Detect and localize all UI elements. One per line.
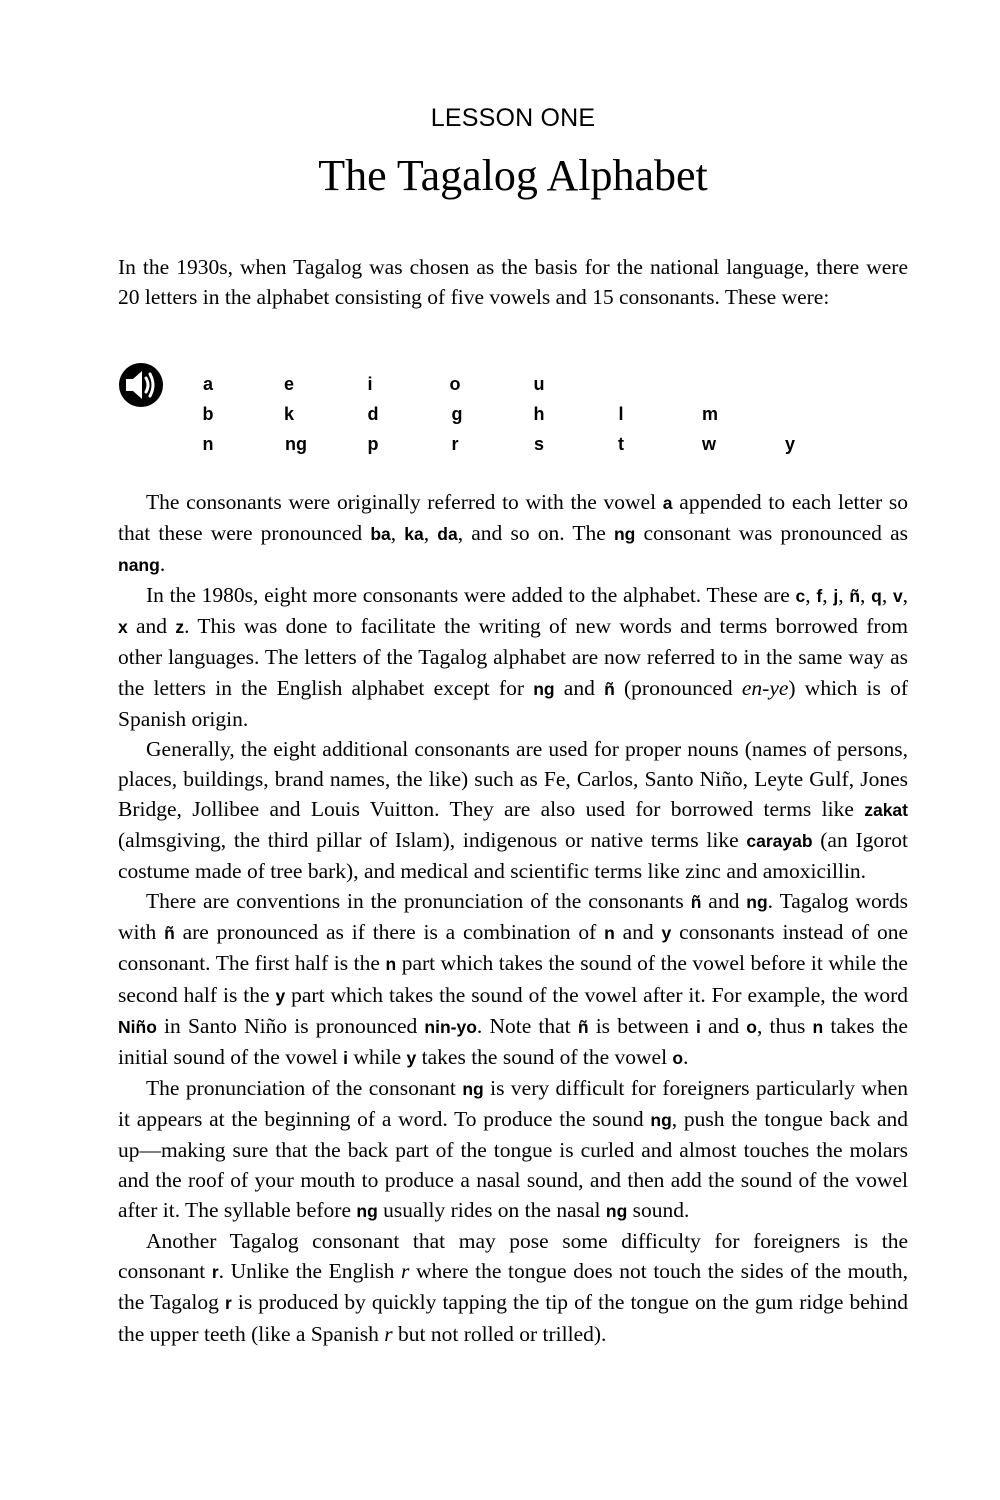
term: z xyxy=(175,617,185,638)
term: ka xyxy=(404,524,424,545)
term: Niño xyxy=(118,1016,157,1037)
term: ng xyxy=(605,1201,628,1222)
term: r xyxy=(211,1262,219,1283)
speaker-icon-graphic xyxy=(118,362,164,408)
term: ng xyxy=(356,1201,378,1222)
intro-paragraph: In the 1930s, when Tagalog was chosen as the basis for the national language, there were 20 letters in the alphabet consisting of five vowels and 15 consonants. These were: xyxy=(118,255,908,310)
body-paragraph: The consonants were originally referred to with the vowel a appended to each letter so that these were pronounced ba, ka, da, and so on. The ng consonant was pronounced as nang. xyxy=(118,490,909,577)
term: ng xyxy=(650,1109,672,1130)
term: ng xyxy=(462,1078,484,1099)
term: r xyxy=(224,1293,232,1314)
alphabet-letter: b xyxy=(202,404,214,424)
alphabet-letter: g xyxy=(451,404,463,424)
term: da xyxy=(437,524,458,545)
alphabet-letter: e xyxy=(283,374,294,394)
alphabet-letter: n xyxy=(202,434,214,454)
term: ñ xyxy=(690,892,702,913)
term: ñ xyxy=(604,678,615,699)
alphabet-letter: d xyxy=(367,404,379,424)
body-paragraph: In the 1980s, eight more consonants were added to the alphabet. These are c, f, j, ñ, q, v, x and z. This was done to facilitate the writing of new words and terms borrowed from other languages. The letters of the Tagalog alphabet are now referred to in the same way as the letters in the English alphabet except for ng and ñ (pronounced en-ye) which is of Spanish origin. xyxy=(118,583,909,731)
term: y xyxy=(406,1047,417,1068)
term: n xyxy=(385,954,397,975)
page-title: The Tagalog Alphabet xyxy=(318,151,708,200)
alphabet-letter: y xyxy=(784,434,795,454)
term: ba xyxy=(370,524,391,545)
alphabet-letter: p xyxy=(367,434,379,454)
term: v xyxy=(892,586,903,607)
alphabet-letter: t xyxy=(618,434,624,454)
term: ng xyxy=(613,524,636,545)
alphabet-letter: w xyxy=(701,434,716,454)
term: y xyxy=(275,985,286,1006)
term: ng xyxy=(533,678,555,699)
term: i xyxy=(696,1016,701,1037)
term: q xyxy=(871,586,882,607)
alphabet-letter: s xyxy=(533,434,544,454)
alphabet-letter: o xyxy=(449,374,461,394)
term: j xyxy=(833,586,839,607)
alphabet-letter: a xyxy=(202,374,213,394)
term: o xyxy=(746,1016,757,1037)
term: i xyxy=(343,1047,348,1068)
term: ñ xyxy=(164,923,175,944)
term: n xyxy=(812,1016,824,1037)
alphabet-letter: l xyxy=(618,404,624,424)
body-paragraph: The pronunciation of the consonant ng is very difficult for foreigners particularly when it appears at the beginning of a word. To produce the sound ng, push the tongue back and up—making sure that the back part of the tongue is curled and almost touches the molars and the roof of your mouth to produce a nasal sound, and then add the sound of the vowel after it. The syllable before ng usually rides on the nasal ng sound. xyxy=(118,1075,909,1223)
term: ng xyxy=(746,892,768,913)
term: f xyxy=(816,586,823,607)
term: y xyxy=(661,923,672,944)
term: c xyxy=(795,586,806,607)
emphasis: en-ye xyxy=(741,675,789,700)
body-section xyxy=(118,487,908,1349)
term: nang xyxy=(118,555,160,576)
body-paragraph: Generally, the eight additional consonants are used for proper nouns (names of persons, places, buildings, brand names, the like) such as Fe, Carlos, Santo Niño, Leyte Gulf, Jones Bridge, Jollibee and Louis Vuitton. They are also used for borrowed terms like zakat (almsgiving, the third pillar of Islam), indigenous or native terms like carayab (an Igorot costume made of tree bark), and medical and scientific terms like zinc and amoxicillin. xyxy=(118,736,908,884)
alphabet-letter: u xyxy=(533,374,545,394)
term: a xyxy=(662,493,673,513)
term: ñ xyxy=(577,1016,589,1037)
lesson-label: LESSON ONE xyxy=(430,104,596,132)
term: ñ xyxy=(849,586,861,607)
term: x xyxy=(118,617,128,638)
alphabet-letter: r xyxy=(451,434,459,454)
term: o xyxy=(672,1047,684,1068)
term: zakat xyxy=(864,799,908,820)
alphabet-letter: h xyxy=(533,404,545,424)
emphasis: r xyxy=(401,1259,410,1284)
term: carayab xyxy=(746,831,813,852)
body-paragraph: Another Tagalog consonant that may pose some difficulty for foreigners is the consonant r. Unlike the English r where the tongue does not touch the sides of the mouth, the Tagalog r is produced by quickly tapping the tip of the tongue on the gum ridge behind the upper teeth (like a Spanish r but not rolled or trilled). xyxy=(118,1229,908,1346)
emphasis: r xyxy=(384,1321,393,1346)
alphabet-letter: m xyxy=(701,404,718,424)
alphabet-letter: ng xyxy=(285,434,307,454)
term: nin-yo xyxy=(424,1016,477,1037)
speaker-icon[interactable] xyxy=(118,362,164,408)
alphabet-letter: k xyxy=(283,404,294,424)
term: n xyxy=(604,923,615,944)
alphabet-letter: i xyxy=(367,374,373,394)
body-paragraph: There are conventions in the pronunciation of the consonants ñ and ng. Tagalog words with ñ are pronounced as if there is a combination of n and y consonants instead of one consonant. The first half is the n part which takes the sound of the vowel before it while the second half is the y part which takes the sound of the vowel after it. For example, the word Niño in Santo Niño is pronounced nin-yo. Note that ñ is between i and o, thus n takes the initial sound of the vowel i while y takes the sound of the vowel o. xyxy=(118,889,908,1069)
